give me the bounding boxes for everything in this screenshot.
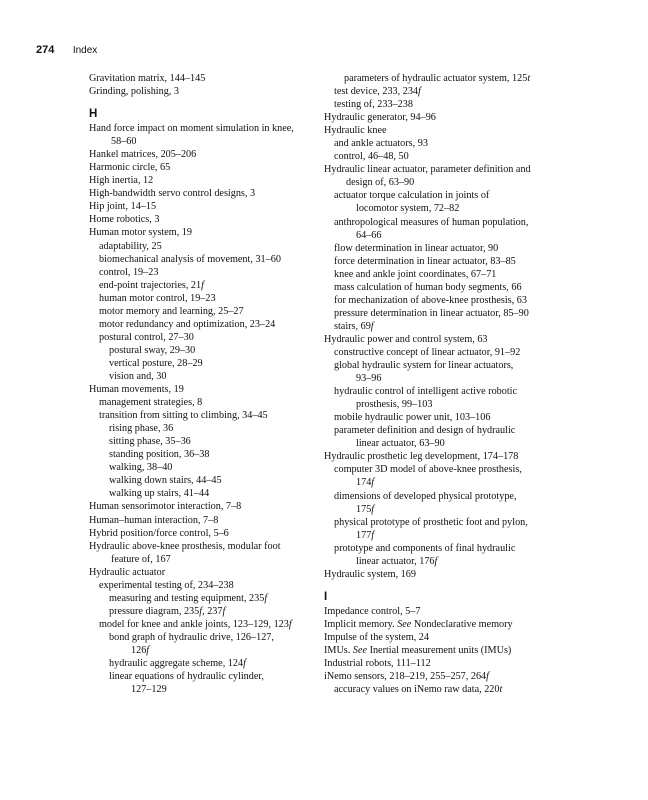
index-entry: Human sensorimotor interaction, 7–8: [89, 501, 242, 513]
index-entry: global hydraulic system for linear actuators,: [334, 360, 514, 372]
index-entry: IMUs. See Inertial measurement units (IMUs): [324, 644, 512, 656]
index-entry-continuation: 126f: [131, 644, 150, 656]
index-entry: accuracy values on iNemo raw data, 220t: [334, 684, 503, 696]
index-entry-continuation: 127–129: [131, 684, 167, 696]
index-entry: walking up stairs, 41–44: [109, 488, 210, 500]
index-entry: Hydraulic generator, 94–96: [324, 112, 436, 124]
index-entry: testing of, 233–238: [334, 99, 413, 111]
index-entry: Hydraulic actuator: [89, 566, 166, 578]
index-entry: Hydraulic prosthetic leg development, 174–178: [324, 451, 519, 463]
section-title: Index: [72, 45, 98, 56]
index-entry: Grinding, polishing, 3: [89, 86, 179, 98]
index-entry: Hydraulic power and control system, 63: [324, 333, 488, 345]
index-entry: computer 3D model of above-knee prosthesis,: [334, 464, 522, 476]
index-entry: Human movements, 19: [89, 384, 184, 396]
index-entry: test device, 233, 234f: [334, 86, 421, 98]
index-entry: Gravitation matrix, 144–145: [89, 73, 206, 84]
index-entry-continuation: linear actuator, 176f: [356, 555, 438, 567]
index-entry: Hip joint, 14–15: [89, 201, 157, 213]
index-entry: Industrial robots, 111–112: [324, 658, 431, 670]
index-entry: Hand force impact on moment simulation in knee,: [89, 123, 294, 135]
index-entry: for mechanization of above-knee prosthesis, 63: [334, 294, 527, 306]
index-entry: postural control, 27–30: [99, 331, 194, 343]
index-entry: iNemo sensors, 218–219, 255–257, 264f: [324, 671, 489, 683]
index-entry: dimensions of developed physical prototype,: [334, 490, 517, 502]
index-entry: anthropological measures of human population,: [334, 216, 529, 228]
index-entry-continuation: locomotor system, 72–82: [356, 203, 460, 215]
index-entry: Hydraulic above-knee prosthesis, modular foot: [89, 540, 281, 552]
index-entry-continuation: feature of, 167: [111, 553, 171, 565]
index-entry: physical prototype of prosthetic foot and pylon,: [334, 516, 528, 528]
index-entry: postural sway, 29–30: [109, 344, 196, 356]
index-entry: Human motor system, 19: [89, 227, 192, 239]
index-entry: vertical posture, 28–29: [109, 357, 203, 369]
index-entry: Impedance control, 5–7: [324, 605, 421, 617]
index-entry: standing position, 36–38: [109, 449, 210, 461]
index-entry: Home robotics, 3: [89, 214, 160, 226]
index-section-letter: I: [324, 590, 328, 603]
index-entry: Implicit memory. See Nondeclarative memory: [324, 618, 513, 630]
index-entry: parameter definition and design of hydraulic: [334, 425, 516, 437]
index-entry-continuation: 64–66: [356, 229, 382, 241]
index-entry: Human–human interaction, 7–8: [89, 514, 219, 526]
index-right-column: [324, 72, 549, 696]
index-entry-continuation: design of, 63–90: [346, 177, 415, 189]
index-entry: human motor control, 19–23: [99, 292, 216, 304]
index-entry: sitting phase, 35–36: [109, 436, 191, 448]
index-section-letter: H: [89, 108, 98, 121]
index-entry: stairs, 69f: [334, 320, 374, 332]
index-entry: pressure determination in linear actuator, 85–90: [334, 307, 529, 319]
index-entry: biomechanical analysis of movement, 31–60: [99, 253, 281, 265]
index-entry: High inertia, 12: [89, 175, 154, 187]
page-number: 274: [36, 44, 55, 56]
running-header: [36, 40, 97, 58]
index-entry: experimental testing of, 234–238: [99, 579, 234, 591]
index-entry: Hybrid position/force control, 5–6: [89, 527, 229, 539]
index-entry: actuator torque calculation in joints of: [334, 190, 490, 202]
index-entry: management strategies, 8: [99, 397, 203, 409]
index-entry: High-bandwidth servo control designs, 3: [89, 188, 256, 200]
index-entry: mass calculation of human body segments, 66: [334, 281, 522, 293]
index-entry: model for knee and ankle joints, 123–129, 123f: [99, 618, 292, 630]
index-entry-continuation: 177f: [356, 529, 375, 541]
index-entry: pressure diagram, 235f, 237f: [109, 605, 226, 617]
index-entry: Hydraulic linear actuator, parameter definition and: [324, 164, 531, 176]
index-entry: hydraulic aggregate scheme, 124f: [109, 658, 246, 670]
index-entry-continuation: linear actuator, 63–90: [356, 438, 445, 450]
index-entry: Hydraulic knee: [324, 125, 387, 137]
index-entry-continuation: 175f: [356, 503, 375, 515]
index-entry: rising phase, 36: [109, 423, 174, 435]
index-entry: walking down stairs, 44–45: [109, 475, 222, 487]
index-entry: mobile hydraulic power unit, 103–106: [334, 412, 491, 424]
index-entry-continuation: prosthesis, 99–103: [356, 399, 433, 411]
index-entry: hydraulic control of intelligent active robotic: [334, 386, 518, 398]
index-entry: bond graph of hydraulic drive, 126–127,: [109, 631, 274, 643]
index-entry: Impulse of the system, 24: [324, 631, 429, 643]
index-entry: control, 19–23: [99, 266, 159, 278]
index-left-column: [89, 72, 314, 696]
index-entry: linear equations of hydraulic cylinder,: [109, 671, 264, 683]
index-entry: parameters of hydraulic actuator system, 125t: [344, 73, 531, 84]
index-entry: flow determination in linear actuator, 90: [334, 242, 499, 254]
index-entry: Harmonic circle, 65: [89, 162, 171, 174]
index-entry: walking, 38–40: [109, 462, 173, 474]
index-entry-continuation: 93–96: [356, 373, 382, 385]
index-entry: vision and, 30: [109, 370, 167, 382]
index-entry: force determination in linear actuator, 83–85: [334, 255, 516, 267]
index-entry: Hydraulic system, 169: [324, 568, 416, 580]
index-entry: measuring and testing equipment, 235f: [109, 592, 268, 604]
index-entry: motor memory and learning, 25–27: [99, 305, 244, 317]
index-entry: knee and ankle joint coordinates, 67–71: [334, 268, 497, 280]
index-entry: prototype and components of final hydraulic: [334, 542, 516, 554]
index-entry-continuation: 174f: [356, 477, 375, 489]
index-entry: adaptability, 25: [99, 240, 162, 252]
index-entry: Hankel matrices, 205–206: [89, 149, 197, 161]
index-entry: end-point trajectories, 21f: [99, 279, 204, 291]
index-entry: motor redundancy and optimization, 23–24: [99, 318, 276, 330]
index-entry: and ankle actuators, 93: [334, 138, 428, 150]
index-entry-continuation: 58–60: [111, 136, 137, 148]
index-entry: constructive concept of linear actuator, 91–92: [334, 346, 521, 358]
index-entry: transition from sitting to climbing, 34–45: [99, 410, 268, 422]
index-entry: control, 46–48, 50: [334, 151, 409, 163]
